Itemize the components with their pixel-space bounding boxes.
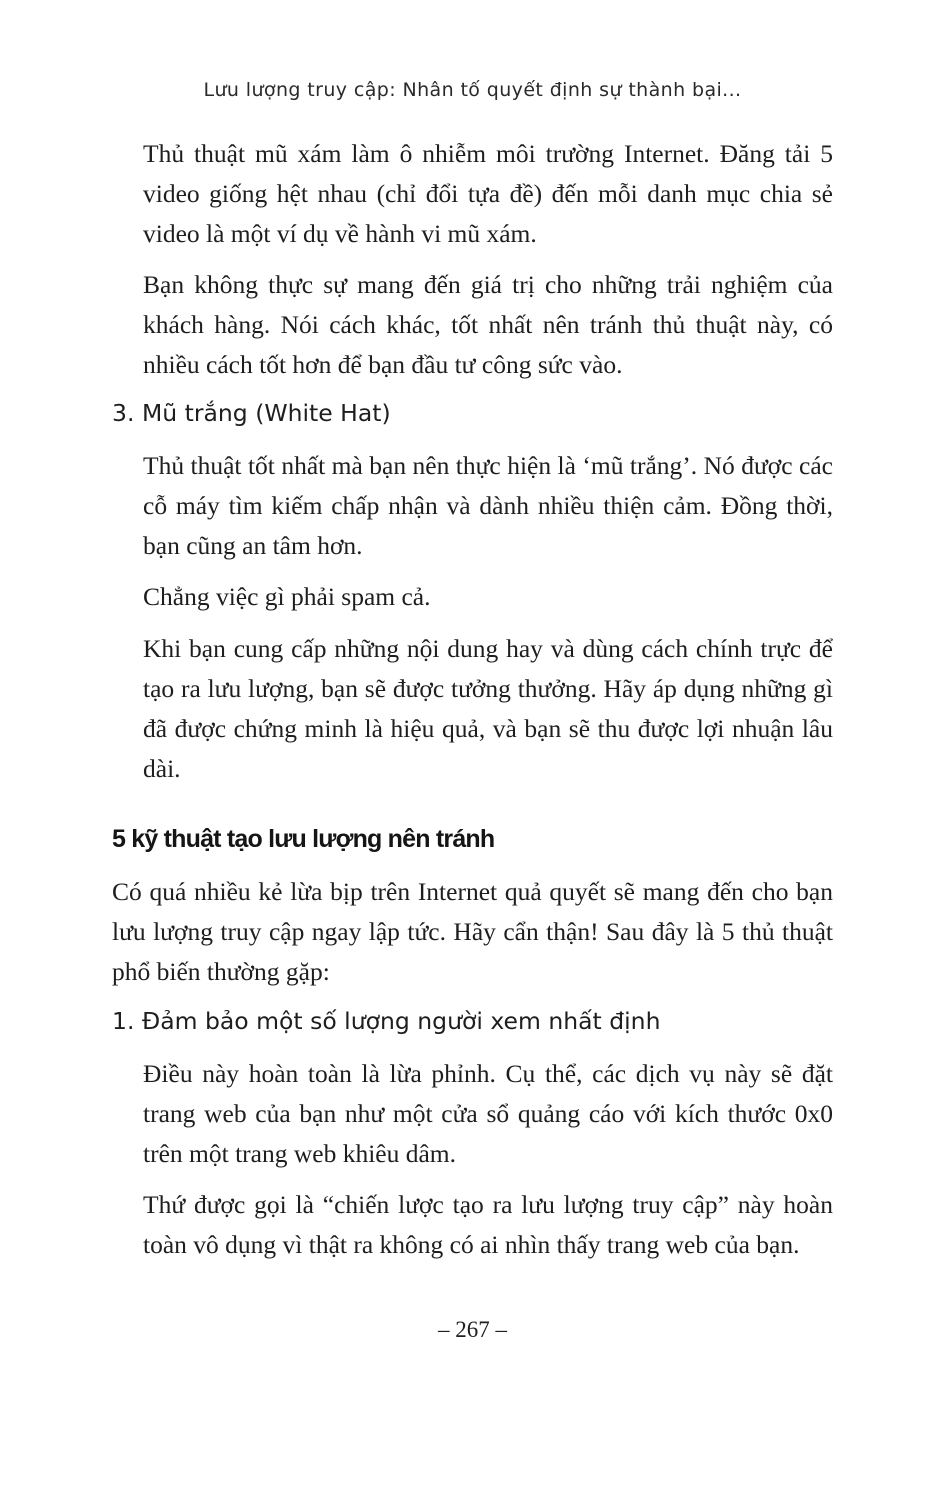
section-heading: 5 kỹ thuật tạo lưu lượng nên tránh — [112, 825, 495, 853]
list-number: 3. — [112, 399, 135, 427]
list-number: 1. — [112, 1007, 135, 1035]
paragraph-white-hat-best: Thủ thuật tốt nhất mà bạn nên thực hiện là ‘mũ trắng’. Nó được các cỗ máy tìm kiếm chấp nhận và dành nhiều thiện cảm. Đồng thời, bạn cũng an tâm hơn. — [143, 451, 833, 560]
paragraph-scammers: Có quá nhiều kẻ lừa bịp trên Internet quả quyết sẽ mang đến cho bạn lưu lượng truy cập ngay lập tức. Hãy cẩn thận! Sau đây là 5 thủ thuật phổ biến thường gặp: — [112, 877, 833, 986]
paragraph-gray-hat-value: Bạn không thực sự mang đến giá trị cho những trải nghiệm của khách hàng. Nói cách khác, tốt nhất nên tránh thủ thuật này, có nhiều cách tốt hơn để bạn đầu tư công sức vào. — [143, 270, 833, 379]
paragraph-rewarded: Khi bạn cung cấp những nội dung hay và dùng cách chính trực để tạo ra lưu lượng, bạn sẽ được tưởng thưởng. Hãy áp dụng những gì đã được chứng minh là hiệu quả, và bạn sẽ thu được lợi nhuận lâu dài. — [143, 634, 833, 783]
list-item-title: Mũ trắng (White Hat) — [142, 399, 391, 427]
page-number: – 267 – — [438, 1317, 507, 1342]
paragraph-no-spam: Chẳng việc gì phải spam cả. — [143, 582, 431, 611]
list-item-white-hat — [112, 395, 391, 431]
paragraph-scam-detail: Điều này hoàn toàn là lừa phỉnh. Cụ thể, các dịch vụ này sẽ đặt trang web của bạn như một cửa sổ quảng cáo với kích thước 0x0 trên một trang web khiêu dâm. — [143, 1059, 833, 1168]
running-header: Lưu lượng truy cập: Nhân tố quyết định sự thành bại... — [203, 79, 742, 101]
list-item-title: Đảm bảo một số lượng người xem nhất định — [142, 1007, 661, 1035]
list-item-guaranteed-viewers — [112, 1003, 660, 1039]
paragraph-gray-hat-pollution: Thủ thuật mũ xám làm ô nhiễm môi trường Internet. Đăng tải 5 video giống hệt nhau (chỉ đổi tựa đề) đến mỗi danh mục chia sẻ video là một ví dụ về hành vi mũ xám. — [143, 139, 833, 248]
paragraph-useless-strategy: Thứ được gọi là “chiến lược tạo ra lưu lượng truy cập” này hoàn toàn vô dụng vì thật ra không có ai nhìn thấy trang web của bạn. — [143, 1190, 833, 1259]
